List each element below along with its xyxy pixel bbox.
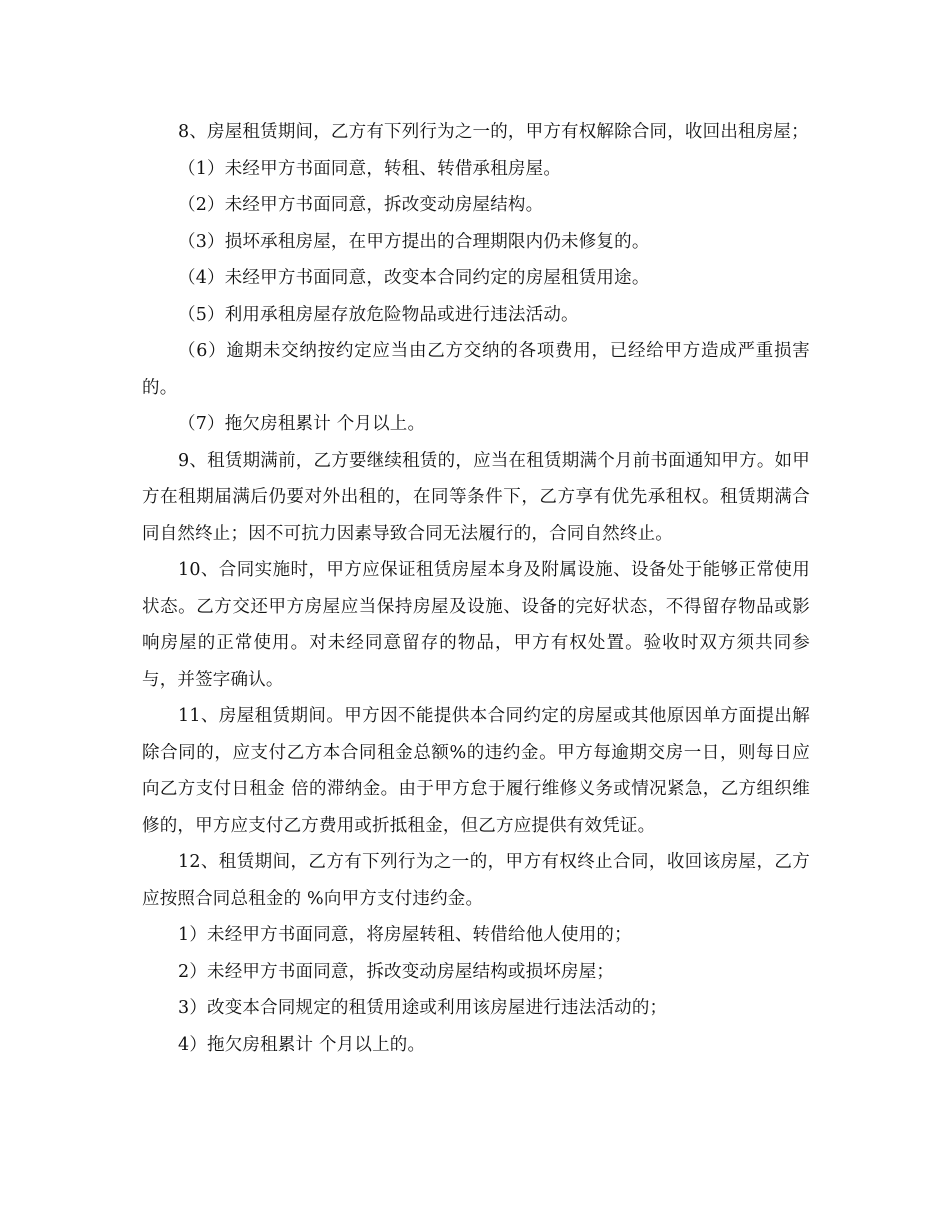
clause-8: 8、房屋租赁期间，乙方有下列行为之一的，甲方有权解除合同，收回出租房屋；	[178, 122, 809, 142]
clause-8-item-6: （6）逾期未交纳按约定应当由乙方交纳的各项费用，已经给甲方造成严重损害的。	[142, 341, 810, 398]
clause-12-item-4: 4）拖欠房租累计 个月以上的。	[178, 1034, 426, 1055]
clause-12-item-3: 3）改变本合同规定的租赁用途或利用该房屋进行违法活动的；	[178, 998, 668, 1018]
clause-8-item-1: （1）未经甲方书面同意，转租、转借承租房屋。	[178, 158, 562, 179]
clause-8-item-4: （4）未经甲方书面同意，改变本合同约定的房屋租赁用途。	[178, 268, 650, 288]
clause-12: 12、租赁期间，乙方有下列行为之一的，甲方有权终止合同，收回该房屋，乙方应按照合同总租金的 %向甲方支付违约金。	[142, 852, 810, 909]
clause-10: 10、合同实施时，甲方应保证租赁房屋本身及附属设施、设备处于能够正常使用状态。乙方交还甲方房屋应当保持房屋及设施、设备的完好状态，不得留存物品或影响房屋的正常使用。对未经同意留存的物品，甲方有权处置。验收时双方须共同参与，并签字确认。	[142, 560, 810, 690]
document-body	[142, 114, 810, 1063]
clause-8-item-7: （7）拖欠房租累计 个月以上。	[178, 414, 426, 434]
clause-12-item-1: 1）未经甲方书面同意，将房屋转租、转借给他人使用的；	[178, 925, 632, 945]
clause-8-item-5: （5）利用承租房屋存放危险物品或进行违法活动。	[178, 304, 579, 325]
clause-8-item-2: （2）未经甲方书面同意，拆改变动房屋结构。	[178, 195, 544, 215]
clause-9: 9、租赁期满前，乙方要继续租赁的，应当在租赁期满个月前书面通知甲方。如甲方在租期届满后仍要对外出租的，在同等条件下，乙方享有优先承租权。租赁期满合同自然终止；因不可抗力因素导致合同无法履行的，合同自然终止。	[142, 450, 810, 544]
clause-8-item-3: （3）损坏承租房屋，在甲方提出的合理期限内仍未修复的。	[178, 231, 650, 252]
clause-12-item-2: 2）未经甲方书面同意，拆改变动房屋结构或损坏房屋；	[178, 961, 615, 982]
clause-11: 11、房屋租赁期间。甲方因不能提供本合同约定的房屋或其他原因单方面提出解除合同的，应支付乙方本合同租金总额%的违约金。甲方每逾期交房一日，则每日应向乙方支付日租金 倍的滞纳金。由于甲方怠于履行维修义务或情况紧急，乙方组织维修的，甲方应支付乙方费用或折抵租金，但乙方应提供有效凭证。	[142, 706, 810, 836]
